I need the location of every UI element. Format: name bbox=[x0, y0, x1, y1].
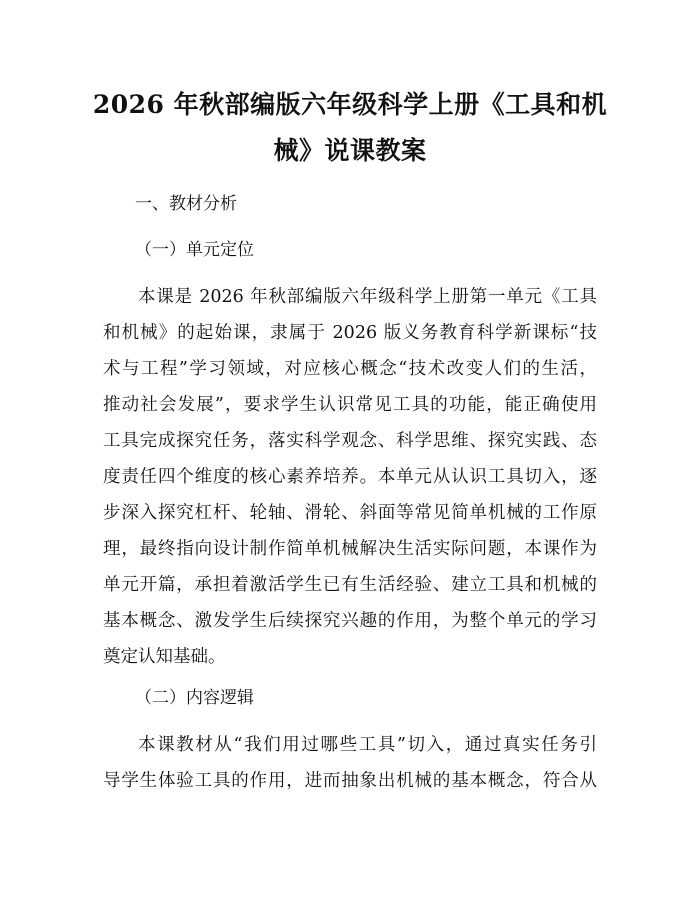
document-title-line-2: 械》说课教案 bbox=[273, 136, 427, 165]
paragraph-1-line-6: 度责任四个维度的核心素养培养。本单元从认识工具切入，逐 bbox=[103, 467, 597, 487]
paragraph-2-line-2: 导学生体验工具的作用，进而抽象出机械的基本概念，符合从 bbox=[103, 771, 597, 791]
paragraph-2-line-1: 本课教材从“我们用过哪些工具”切入，通过真实任务引 bbox=[138, 735, 597, 755]
paragraph-1-line-3: 术与工程”学习领域，对应核心概念“技术改变人们的生活， bbox=[103, 359, 597, 379]
subsection-heading-unit-positioning: （一）单元定位 bbox=[135, 240, 254, 260]
subsection-heading-content-logic: （二）内容逻辑 bbox=[135, 688, 254, 708]
paragraph-1-line-4: 推动社会发展”，要求学生认识常见工具的功能，能正确使用 bbox=[103, 395, 597, 415]
paragraph-1-line-9: 单元开篇，承担着激活学生已有生活经验、建立工具和机械的 bbox=[103, 575, 597, 595]
paragraph-1-line-1: 本课是 2026 年秋部编版六年级科学上册第一单元《工具 bbox=[138, 287, 597, 307]
paragraph-1-line-11: 奠定认知基础。 bbox=[103, 647, 226, 667]
paragraph-1-line-2: 和机械》的起始课，隶属于 2026 版义务教育科学新课标“技 bbox=[103, 323, 597, 343]
paragraph-1-line-8: 理，最终指向设计制作简单机械解决生活实际问题，本课作为 bbox=[103, 539, 597, 559]
section-heading-textbook-analysis: 一、教材分析 bbox=[135, 194, 237, 214]
paragraph-1-line-10: 基本概念、激发学生后续探究兴趣的作用，为整个单元的学习 bbox=[103, 611, 597, 631]
document-title-line-1: 2026 年秋部编版六年级科学上册《工具和机 bbox=[92, 90, 608, 119]
paragraph-1-line-7: 步深入探究杠杆、轮轴、滑轮、斜面等常见简单机械的工作原 bbox=[103, 503, 597, 523]
paragraph-1-line-5: 工具完成探究任务，落实科学观念、科学思维、探究实践、态 bbox=[103, 431, 597, 451]
